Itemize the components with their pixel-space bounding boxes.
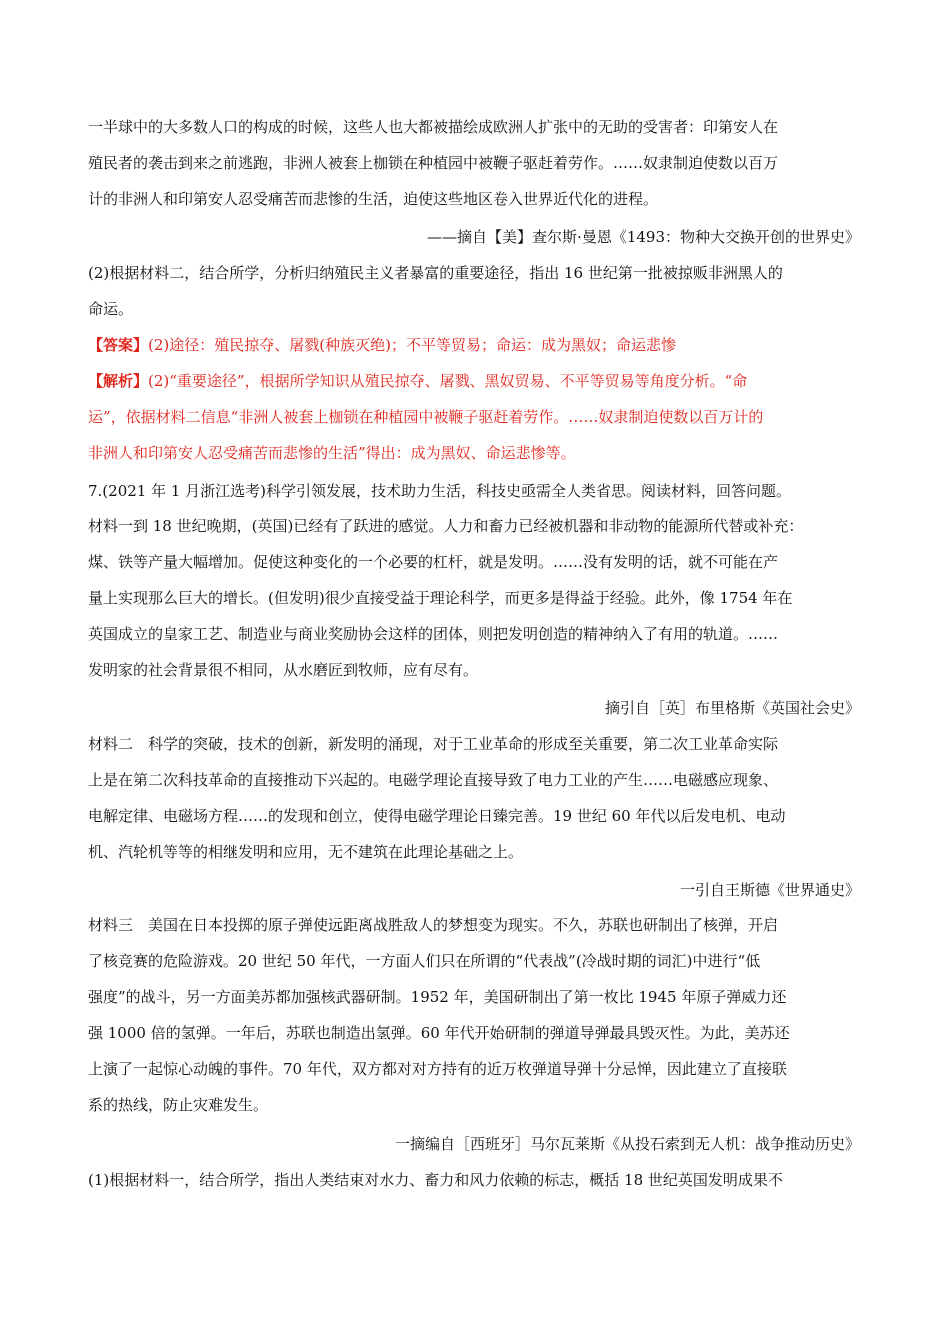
material-1-text: 英国成立的皇家工艺、制造业与商业奖励协会这样的团体，则把发明创造的精神纳入了有用的轨道。…… — [88, 625, 779, 643]
material-1-text: 煤、铁等产量大幅增加。促使这种变化的一个必要的杠杆，就是发明。……没有发明的话，就不可能在产 — [88, 553, 779, 571]
answer-line — [88, 334, 870, 356]
analysis-tag: 【解析】 — [88, 372, 149, 390]
source-citation: ——摘自【美】查尔斯·曼恩《1493：物种大交换开创的世界史》 — [427, 228, 860, 246]
analysis-line — [88, 370, 870, 392]
material-1-text: 材料一到 18 世纪晚期，(英国)已经有了跃进的感觉。人力和畜力已经被机器和非动物的能源所代替或补充： — [88, 517, 804, 535]
answer-tag: 【答案】 — [88, 336, 149, 354]
question-text: (2)根据材料二，结合所学，分析归纳殖民主义者暴富的重要途径，指出 16 世纪第一批被掠贩非洲黑人的 — [88, 264, 783, 282]
question-text: 命运。 — [88, 300, 134, 318]
text-line: 一半球中的大多数人口的构成的时候，这些人也大都被描绘成欧洲人扩张中的无助的受害者：印第安人在 — [88, 118, 779, 136]
answer-text: (2)途径：殖民掠夺、屠戮(种族灭绝)；不平等贸易；命运：成为黑奴；命运悲惨 — [148, 336, 676, 354]
material-3-text: 材料三 美国在日本投掷的原子弹使远距离战胜敌人的梦想变为现实。不久，苏联也研制出了核弹，开启 — [88, 916, 779, 934]
analysis-text: 运”，依据材料二信息“非洲人被套上枷锁在种植园中被鞭子驱赶着劳作。……奴隶制迫使数以百万计的 — [88, 408, 764, 426]
text-line: 殖民者的袭击到来之前逃跑，非洲人被套上枷锁在种植园中被鞭子驱赶着劳作。……奴隶制迫使数以百万 — [88, 154, 779, 172]
analysis-text: 非洲人和印第安人忍受痛苦而悲惨的生活”得出：成为黑奴、命运悲惨等。 — [88, 444, 576, 462]
material-2-text: 上是在第二次科技革命的直接推动下兴起的。电磁学理论直接导致了电力工业的产生……电磁感应现象、 — [88, 771, 779, 789]
material-1-text: 量上实现那么巨大的增长。(但发明)很少直接受益于理论科学，而更多是得益于经验。此外，像 1754 年在 — [88, 589, 793, 607]
material-3-text: 上演了一起惊心动魄的事件。70 年代，双方都对对方持有的近万枚弹道导弹十分忌惮，因此建立了直接联 — [88, 1060, 787, 1078]
material-1-source: 摘引自［英］布里格斯《英国社会史》 — [604, 699, 860, 717]
material-3-text: 了核竞赛的危险游戏。20 世纪 50 年代，一方面人们只在所谓的“代表战”(冷战时期的词汇)中进行“低 — [88, 952, 761, 970]
material-3-text: 系的热线，防止灾难发生。 — [88, 1096, 269, 1114]
analysis-text: (2)“重要途径”，根据所学知识从殖民掠夺、屠戮、黑奴贸易、不平等贸易等角度分析。“命 — [148, 372, 748, 390]
question-stem: 7.(2021 年 1 月浙江选考)科学引领发展，技术助力生活，科技史亟需全人类省思。阅读材料，回答问题。 — [88, 482, 792, 500]
material-3-source: 一摘编自［西班牙］马尔瓦莱斯《从投石索到无人机：战争推动历史》 — [394, 1135, 860, 1153]
material-2-text: 材料二 科学的突破，技术的创新，新发明的涌现，对于工业革命的形成至关重要，第二次工业革命实际 — [88, 735, 779, 753]
material-2-text: 电解定律、电磁场方程……的发现和创立，使得电磁学理论日臻完善。19 世纪 60 年代以后发电机、电动 — [88, 807, 786, 825]
material-2-text: 机、汽轮机等等的相继发明和应用，无不建筑在此理论基础之上。 — [88, 843, 524, 861]
question-text: (1)根据材料一，结合所学，指出人类结束对水力、畜力和风力依赖的标志，概括 18 世纪英国发明成果不 — [88, 1171, 783, 1189]
material-3-text: 强 1000 倍的氢弹。一年后，苏联也制造出氢弹。60 年代开始研制的弹道导弹最具毁灭性。为此，美苏还 — [88, 1024, 790, 1042]
material-3-text: 强度”的战斗，另一方面美苏都加强核武器研制。1952 年，美国研制出了第一枚比 1945 年原子弹威力还 — [88, 988, 787, 1006]
text-line: 计的非洲人和印第安人忍受痛苦而悲惨的生活，迫使这些地区卷入世界近代化的进程。 — [88, 190, 659, 208]
material-2-source: 一引自王斯德《世界通史》 — [679, 881, 860, 899]
material-1-text: 发明家的社会背景很不相同，从水磨匠到牧师，应有尽有。 — [88, 661, 479, 679]
